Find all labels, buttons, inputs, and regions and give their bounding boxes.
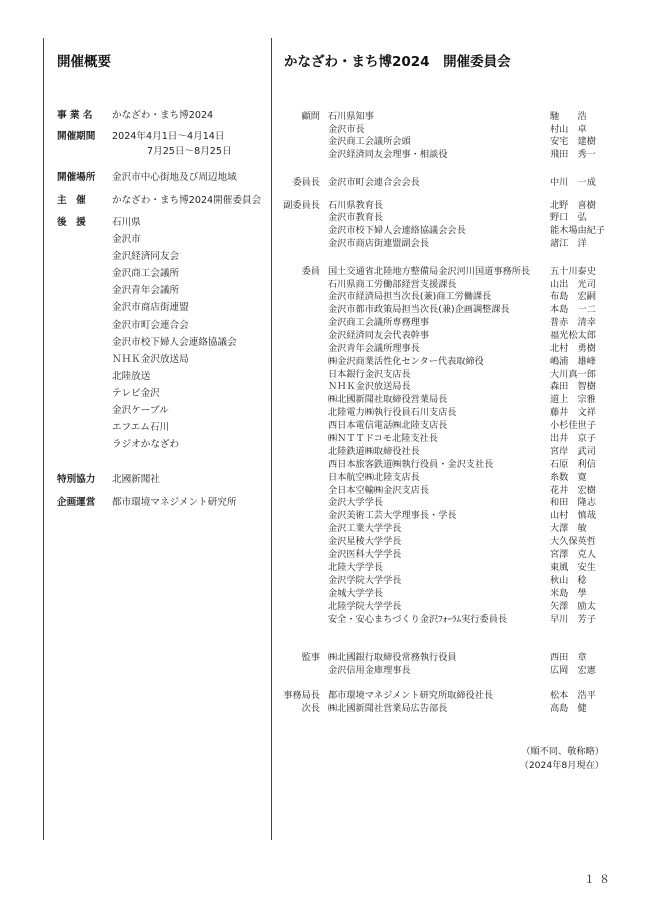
sponsor-item: ラジオかなざわ [112, 439, 180, 451]
member-title: 北陸学院大学学長 [328, 601, 402, 612]
member-title: 石川県知事 [328, 111, 374, 122]
member-name: 普赤 清幸 [550, 317, 596, 328]
member-title: ㈱ＮＴＴドコモ北陸支社長 [328, 433, 438, 444]
overview-title: 開催概要 [57, 54, 111, 70]
member-title: 国土交通省北陸地方整備局金沢河川国道事務所長 [328, 266, 531, 277]
member-title: 金沢信用金庫理事長 [328, 665, 411, 676]
member-name: 嶋浦 雄峰 [550, 356, 596, 367]
member-name: 大久保英哲 [550, 536, 596, 547]
member-name: 森田 智樹 [550, 381, 596, 392]
sponsor-item: 金沢市 [112, 234, 141, 246]
member-title: 西日本電信電話㈱北陸支店長 [328, 420, 448, 431]
member-name: 能木場由紀子 [550, 225, 606, 236]
cooperation-value: 北國新聞社 [112, 474, 160, 485]
member-name: 東風 安生 [550, 562, 596, 573]
member-name: 諸江 洋 [550, 238, 587, 249]
member-title: 北陸大学学長 [328, 562, 384, 573]
venue-value: 金沢市中心街地及び周辺地域 [112, 172, 237, 183]
member-name: 村山 卓 [550, 124, 587, 135]
column-divider [271, 38, 272, 840]
planning-value: 都市環境マネジメント研究所 [112, 497, 237, 508]
organizer-value: かなざわ・まち博2024開催委員会 [112, 195, 262, 206]
member-role: 副委員長 [283, 200, 320, 211]
member-title: 石川県商工労働部経営支援課長 [328, 279, 457, 290]
member-title: 金沢青年会議所理事長 [328, 343, 420, 354]
member-name: 小杉佳世子 [550, 420, 596, 431]
member-title: 金沢市教育長 [328, 212, 384, 223]
member-title: 金沢市町会連合会会長 [328, 177, 420, 188]
sponsor-item: 北陸放送 [112, 370, 151, 382]
member-name: 大澤 敏 [550, 523, 587, 534]
member-name: 和田 隆志 [550, 497, 596, 508]
member-role: 委員 [301, 266, 320, 277]
member-name: 藤井 文祥 [550, 407, 596, 418]
member-name: 馳 浩 [550, 111, 587, 122]
member-name: 高島 健 [550, 703, 587, 714]
member-name: 布島 宏嗣 [550, 291, 596, 302]
sponsor-item: エフエム石川 [112, 422, 170, 434]
member-role: 次長 [301, 703, 320, 714]
sponsor-item: 金沢商工会議所 [112, 268, 180, 280]
member-name: 本島 一二 [550, 304, 596, 315]
member-name: 安宅 建樹 [550, 136, 596, 147]
member-title: 北陸鉄道㈱取締役社長 [328, 446, 420, 457]
member-title: 金沢市校下婦人会連絡協議会会長 [328, 225, 466, 236]
member-title: 金沢医科大学学長 [328, 549, 402, 560]
member-role: 事務局長 [283, 690, 320, 701]
member-title: ㈱北國新聞社営業局広告部長 [328, 703, 448, 714]
member-name: 松本 浩平 [550, 690, 596, 701]
period-label: 開催期間 [57, 131, 96, 142]
member-name: 矢澤 励太 [550, 601, 596, 612]
member-title: 日本航空㈱北陸支店長 [328, 472, 420, 483]
event-name-value: かなざわ・まち博2024 [112, 110, 214, 121]
member-title: 金沢市商店街連盟副会長 [328, 238, 430, 249]
left-margin-rule [43, 38, 44, 840]
committee-title: かなざわ・まち博2024 開催委員会 [284, 54, 511, 70]
planning-label: 企画運営 [57, 497, 96, 508]
member-title: 都市環境マネジメント研究所取締役社長 [328, 690, 494, 701]
member-name: 福光松太郎 [550, 330, 596, 341]
sponsor-item: 石川県 [112, 217, 141, 228]
member-name: 出井 京子 [550, 433, 596, 444]
member-title: 北陸電力㈱執行役員石川支店長 [328, 407, 457, 418]
member-role: 顧問 [301, 111, 320, 122]
period-value-1: 2024年4月1日～4月14日 [112, 131, 225, 142]
member-title: 金沢商工会議所専務理事 [328, 317, 430, 328]
sponsor-item: 金沢市商店街連盟 [112, 302, 189, 314]
sponsor-item: 金沢市校下婦人会連絡協議会 [112, 336, 237, 348]
member-title: 金沢商工会議所会頭 [328, 136, 411, 147]
sponsor-item: ＮＨＫ金沢放送局 [112, 353, 189, 365]
member-name: 中川 一成 [550, 177, 596, 188]
member-title: 安全・安心まちづくり金沢ﾌｫｰﾗﾑ実行委員長 [328, 614, 508, 625]
member-name: 飛田 秀一 [550, 149, 596, 160]
member-name: 宮澤 克人 [550, 549, 596, 560]
member-title: 金沢工業大学学長 [328, 523, 402, 534]
member-title: 金沢学院大学学長 [328, 575, 402, 586]
member-name: 野口 弘 [550, 212, 587, 223]
sponsor-item: テレビ金沢 [112, 387, 160, 399]
member-title: 日本銀行金沢支店長 [328, 369, 411, 380]
member-title: 石川県教育長 [328, 200, 384, 211]
member-title: ＮＨＫ金沢放送局長 [328, 381, 411, 392]
note-order: （順不同、敬称略） [521, 746, 604, 757]
member-title: 金城大学学長 [328, 588, 384, 599]
member-title: ㈱金沢商業活性化センター代表取締役 [328, 356, 484, 367]
sponsor-item: 金沢経済同友会 [112, 251, 180, 263]
member-name: 石原 利信 [550, 459, 596, 470]
period-value-2: 7月25日～8月25日 [147, 146, 232, 157]
sponsor-item: 金沢市町会連合会 [112, 319, 189, 331]
member-name: 北野 喜樹 [550, 200, 596, 211]
member-name: 五十川泰史 [550, 266, 596, 277]
member-name: 宮岸 武司 [550, 446, 596, 457]
member-title: 金沢経済同友会理事・相談役 [328, 149, 448, 160]
member-title: 全日本空輸㈱金沢支店長 [328, 485, 430, 496]
member-title: 西日本旅客鉄道㈱執行役員・金沢支社長 [328, 459, 494, 470]
member-title: ㈱北國新聞社取締役営業局長 [328, 394, 448, 405]
sponsor-list [112, 217, 237, 456]
member-name: 大川真一郎 [550, 369, 596, 380]
cooperation-label: 特別協力 [57, 474, 96, 485]
member-name: 西田 章 [550, 652, 587, 663]
member-title: 金沢市長 [328, 124, 365, 135]
member-role: 委員長 [292, 177, 320, 188]
member-title: ㈱北國銀行取締役常務執行役員 [328, 652, 457, 663]
member-name: 広岡 宏憲 [550, 665, 596, 676]
member-name: 糸数 寛 [550, 472, 587, 483]
member-title: 金沢星稜大学学長 [328, 536, 402, 547]
member-name: 道上 宗雅 [550, 394, 596, 405]
venue-label: 開催場所 [57, 172, 96, 183]
member-name: 米島 學 [550, 588, 587, 599]
organizer-label: 主 催 [57, 195, 86, 206]
sponsor-item: 金沢ケーブル [112, 405, 169, 417]
member-title: 金沢市経済局担当次長(兼)商工労働課長 [328, 291, 492, 302]
sponsor-item: 金沢青年会議所 [112, 285, 180, 297]
member-name: 花井 宏樹 [550, 485, 596, 496]
member-title: 金沢市都市政策局担当次長(兼)企画調整課長 [328, 304, 510, 315]
member-title: 金沢経済同友会代表幹事 [328, 330, 430, 341]
member-name: 北村 勇樹 [550, 343, 596, 354]
member-name: 早川 芳子 [550, 614, 596, 625]
event-name-label: 事 業 名 [57, 110, 93, 121]
member-title: 金沢大学学長 [328, 497, 384, 508]
page-number: １８ [584, 873, 614, 886]
sponsor-label: 後 援 [57, 217, 86, 228]
member-name: 山出 光司 [550, 279, 596, 290]
note-date: （2024年8月現在） [519, 760, 604, 771]
member-title: 金沢美術工芸大学理事長・学長 [328, 510, 457, 521]
member-name: 秋山 稔 [550, 575, 587, 586]
member-name: 山村 慎哉 [550, 510, 596, 521]
member-role: 監事 [301, 652, 320, 663]
